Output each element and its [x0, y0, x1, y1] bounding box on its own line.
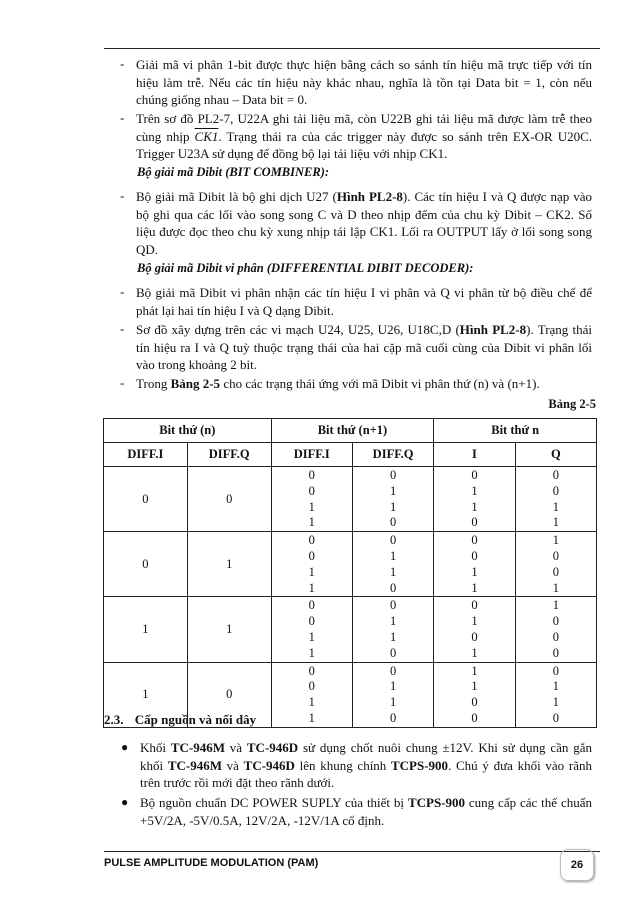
state-table [103, 418, 597, 728]
cell-i: 1 1 0 0 [434, 662, 515, 727]
footer-title: PULSE AMPLITUDE MODULATION (PAM) [104, 857, 319, 869]
dash-bullet: - [120, 188, 125, 203]
cell-n-diff-i: 0 [104, 467, 188, 532]
round-bullet: ● [121, 795, 129, 809]
paragraph: Bộ giải mã Dibit là bộ ghi dịch U27 (Hình PL2-8). Các tín hiệu I và Q được nạp vào bộ ghi qua các lối vào song song C và D theo nhịp đếm của chu kỳ Dibit – CK2. Số liệu được đọc theo chu kỳ xung nhịp tái lập CK1. Lối ra OUTPUT lấy ở lối song song QD. [136, 189, 593, 257]
table-caption: Bảng 2-5 [548, 397, 596, 411]
column-header: I [434, 443, 515, 467]
dash-bullet: - [120, 284, 125, 299]
cell-n-diff-q: 1 [187, 532, 271, 597]
group-header: Bit thứ (n+1) [271, 419, 434, 443]
column-header: DIFF.I [271, 443, 352, 467]
dash-bullet: - [120, 110, 125, 125]
cell-i: 0 1 1 0 [434, 467, 515, 532]
paragraph: Giải mã vi phân 1-bit được thực hiện bằng cách so sánh tín hiệu mã trực tiếp với tín hiệu làm trễ. Nếu các tín hiệu này khác nhau, nghĩa là tồn tại Data bit = 1, còn nếu chúng giống nhau – Data bit = 0. [136, 57, 592, 107]
cell-q: 0 1 1 0 [515, 662, 596, 727]
column-header: DIFF.Q [352, 443, 433, 467]
paragraph: Khối TC-946M và TC-946D sử dụng chốt nuôi chung ±12V. Khi sử dụng cần gắn khối TC-946M và TC-946D lên khung chính TCPS-900. Chú ý đưa khối vào rãnh trên trước rồi mới đặt theo rãnh dưới. [140, 740, 592, 790]
cell-n1-diff-q: 0 1 1 0 [352, 467, 433, 532]
dash-bullet: - [120, 56, 125, 71]
cell-q: 1 0 0 0 [515, 597, 596, 662]
cell-n-diff-q: 0 [187, 662, 271, 727]
dash-bullet: - [120, 321, 125, 336]
cell-n-diff-q: 0 [187, 467, 271, 532]
group-header: Bit thứ n [434, 419, 597, 443]
subheading: Bộ giải mã Dibit vi phân (DIFFERENTIAL DIBIT DECODER): [137, 261, 474, 275]
column-header: DIFF.Q [187, 443, 271, 467]
round-bullet: ● [121, 740, 129, 754]
paragraph: Trên sơ đồ PL2-7, U22A ghi tải liệu mã, còn U22B ghi tải liệu mã được làm trễ theo cùng nhịp CK1. Trạng thái ra của các trigger này được so sánh trên EX-OR U20C. Trigger U23A sử dụng để đồng bộ lại tải liệu với nhịp CK1. [136, 111, 593, 161]
cell-n1-diff-i: 0 0 1 1 [271, 467, 352, 532]
cell-n1-diff-i: 0 0 1 1 [271, 597, 352, 662]
section-title: Cấp nguồn và nối dây [134, 712, 257, 727]
dash-bullet: - [120, 375, 125, 390]
cell-i: 0 1 0 1 [434, 597, 515, 662]
cell-n1-diff-i: 0 0 1 1 [271, 532, 352, 597]
footer-rule [104, 851, 600, 852]
column-header: Q [515, 443, 596, 467]
cell-n1-diff-q: 0 1 1 0 [352, 532, 433, 597]
paragraph: Bộ giải mã Dibit vi phân nhận các tín hiệu I vi phân và Q vi phân từ bộ điều chế để phát lại hai tín hiệu I và Q dạng Dibit. [136, 285, 592, 318]
cell-n-diff-i: 1 [104, 597, 188, 662]
table-column-header-row [104, 443, 597, 467]
cell-n-diff-q: 1 [187, 597, 271, 662]
cell-q: 1 0 0 1 [515, 532, 596, 597]
cell-q: 0 0 1 1 [515, 467, 596, 532]
cell-n1-diff-i: 0 0 1 1 [271, 662, 352, 727]
paragraph: Trong Bảng 2-5 cho các trạng thái ứng với mã Dibit vi phân thứ (n) và (n+1). [136, 376, 540, 391]
group-header: Bit thứ (n) [104, 419, 272, 443]
paragraph: Bộ nguồn chuẩn DC POWER SUPLY của thiết bị TCPS-900 cung cấp các thế chuẩn +5V/2A, -5V/0.5A, 12V/2A, -12V/1A cố định. [140, 795, 592, 828]
cell-n-diff-i: 1 [104, 662, 188, 727]
paragraph: Sơ đồ xây dựng trên các vi mạch U24, U25, U26, U18C,D (Hình PL2-8). Trạng thái tín hiệu ra I và Q tuỳ thuộc trạng thái của hai cặp mã cuối cùng của Dibit vi phân lối vào trong khoảng 2 bit. [136, 322, 593, 372]
table-row [104, 532, 597, 597]
top-rule [104, 48, 600, 49]
section-number: 2.3. [104, 712, 124, 727]
table-row [104, 597, 597, 662]
cell-n1-diff-q: 0 1 1 0 [352, 662, 433, 727]
subheading: Bộ giải mã Dibit (BIT COMBINER): [137, 165, 330, 179]
table-group-header-row [104, 419, 597, 443]
page-number: 26 [560, 849, 594, 881]
section-heading [104, 712, 256, 728]
cell-n-diff-i: 0 [104, 532, 188, 597]
table-row [104, 467, 597, 532]
column-header: DIFF.I [104, 443, 188, 467]
cell-n1-diff-q: 0 1 1 0 [352, 597, 433, 662]
cell-i: 0 0 1 1 [434, 532, 515, 597]
